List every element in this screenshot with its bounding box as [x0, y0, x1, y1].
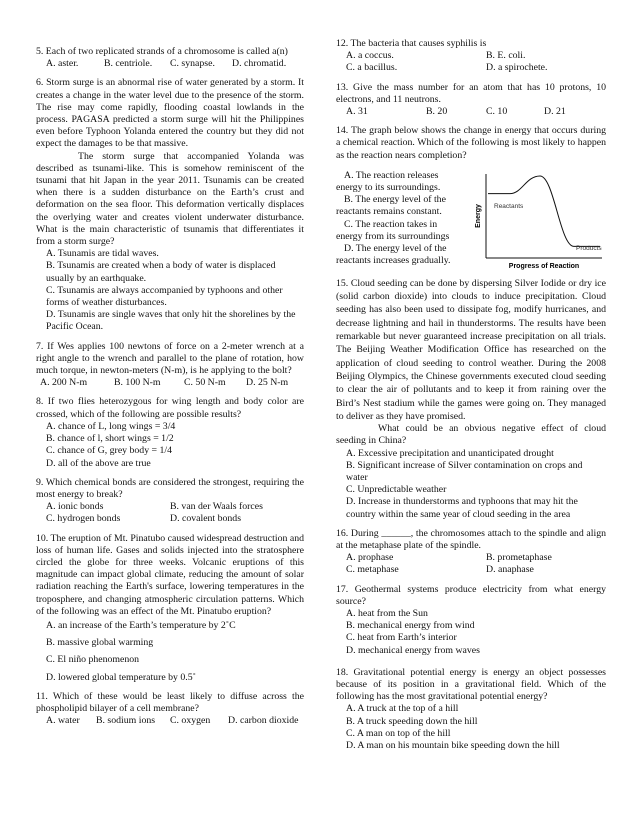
- option-d[interactable]: D. The energy level of the reactants increases gradually.: [336, 243, 451, 267]
- question-stem: 17. Geothermal systems produce electricity from what energy source?: [336, 583, 606, 607]
- question-stem: 9. Which chemical bonds are considered the strongest, requiring the most energy to break?: [36, 476, 304, 500]
- option-a[interactable]: A. an increase of the Earth’s temperature by 2˚C: [46, 619, 236, 631]
- option-a[interactable]: A. chance of L, long wings = 3/4: [46, 420, 176, 432]
- option-c[interactable]: C. heat from Earth’s interior: [346, 632, 457, 644]
- option-d[interactable]: D. 21: [544, 106, 566, 118]
- option-d[interactable]: D. carbon dioxide: [228, 715, 299, 727]
- energy-graph: [470, 170, 606, 270]
- option-c[interactable]: C. Unpredictable weather: [346, 484, 447, 496]
- option-a[interactable]: A. aster.: [46, 58, 79, 70]
- question-14-options: [336, 170, 466, 268]
- option-b[interactable]: B. The energy level of the reactants remains constant.: [336, 194, 446, 218]
- option-b[interactable]: B. van der Waals forces: [170, 501, 263, 513]
- option-a[interactable]: A. 200 N-m: [40, 377, 88, 389]
- question-6: [36, 77, 304, 333]
- question-stem: 12. The bacteria that causes syphilis is: [336, 38, 487, 49]
- option-c[interactable]: C. metaphase: [346, 564, 399, 576]
- question-15: [336, 277, 606, 521]
- option-b[interactable]: B. prometaphase: [486, 552, 552, 564]
- option-row: [336, 50, 606, 62]
- option-row: [336, 552, 606, 564]
- option-b[interactable]: B. A truck speeding down the hill: [346, 715, 478, 727]
- option-row: [36, 513, 304, 525]
- question-passage: 6. Storm surge is an abnormal rise of water generated by a storm. It creates a change in the water level due to the presence of the storm. The rise may come rapidly, flooding coastal lowlands in the process. PAGASA predicted a storm surge will hit the Philippines even before Typhoon Yolanda entered the country but they did not expect the damages to be that massive.: [36, 77, 304, 150]
- option-b[interactable]: B. E. coli.: [486, 50, 526, 62]
- option-d[interactable]: D. a spirochete.: [486, 62, 548, 74]
- question-5: [36, 46, 304, 70]
- option-b[interactable]: B. centriole.: [104, 58, 153, 70]
- question-stem: 5. Each of two replicated strands of a chromosome is called a(n): [36, 46, 288, 57]
- graph-x-label: Progress of Reaction: [508, 262, 580, 270]
- question-stem: 18. Gravitational potential energy is energy an object possesses because of its position in a gravitational field. Which of the following has the most gravitational potential energy?: [336, 666, 606, 703]
- option-row: [336, 62, 606, 74]
- option-c[interactable]: C. The reaction takes in energy from its surroundings: [336, 218, 450, 242]
- option-b[interactable]: B. sodium ions: [96, 715, 156, 727]
- question-9: [36, 477, 304, 526]
- question-14-body: [336, 170, 606, 270]
- option-row: [36, 715, 304, 727]
- question-stem: 10. The eruption of Mt. Pinatubo caused widespread destruction and loss of human life. Gases and solids injected into the stratosphere circled the globe for three weeks. Volcanic eruptions of this magnitude can impact global climate, reducing the amount of solar radiation reaching the Earth's surface, lowering temperatures in the troposphere, and changing atmospheric circulation patterns. Which of the following was an effect of the Mt. Pinatubo eruption?: [36, 532, 304, 617]
- option-d[interactable]: D. anaphase: [486, 564, 534, 576]
- option-b[interactable]: B. massive global warming: [46, 637, 154, 649]
- option-a[interactable]: A. 31: [346, 106, 368, 118]
- graph-y-label: Energy: [475, 203, 482, 228]
- option-b[interactable]: B. mechanical energy from wind: [346, 620, 475, 632]
- question-16: [336, 528, 606, 577]
- option-c[interactable]: C. a bacillus.: [346, 62, 398, 74]
- question-13: [336, 82, 606, 119]
- option-a[interactable]: A. A truck at the top of a hill: [346, 703, 459, 715]
- option-d[interactable]: D. covalent bonds: [170, 513, 242, 525]
- question-12: [336, 38, 606, 75]
- question-passage: 15. Cloud seeding can be done by dispersing Silver Iodide or dry ice (solid carbon dioxide) into clouds to induce precipitation. Cloud seeding has also been used to dissipate fog, modify hurricanes, and decrease lightning and hail in thunderstorms. The results have been remarkable but never guaranteed increase precipitation on all trials. The Beijing Weather Modification Office has researched on the application of cloud seeding to control weather. During the 2008 Beijing Olympics, the Chinese governments executed cloud seeding to clear the air of pollutants and to keep it from raining over the Bird’s Nest stadium while the games were going on. They managed to deliver as they have promised.: [336, 277, 606, 422]
- option-d[interactable]: D. A man on his mountain bike speeding down the hill: [346, 739, 560, 751]
- option-d[interactable]: D. lowered global temperature by 0.5˚: [46, 671, 196, 683]
- option-c[interactable]: C. 10: [486, 106, 508, 118]
- option-d[interactable]: D. Tsunamis are single waves that only hit the shorelines by the Pacific Ocean.: [46, 309, 296, 333]
- question-11: [36, 691, 304, 728]
- question-stem: 7. If Wes applies 100 newtons of force on a 2-meter wrench at a right angle to the wrench and parallel to the plane of rotation, how much torque, in newton-meters (N-m), is he applying to the bolt?: [36, 340, 304, 377]
- question-7: [36, 341, 304, 390]
- option-b[interactable]: B. Tsunamis are created when a body of water is displaced usually by an earthquake.: [46, 260, 276, 284]
- question-18: [336, 667, 606, 752]
- option-c[interactable]: C. 50 N-m: [184, 377, 226, 389]
- option-c[interactable]: C. El niño phenomenon: [46, 654, 140, 666]
- option-d[interactable]: D. Increase in thunderstorms and typhoons that may hit the country within the same year of cloud seeding in the area: [346, 496, 578, 520]
- option-d[interactable]: D. mechanical energy from waves: [346, 644, 480, 656]
- option-d[interactable]: D. chromatid.: [232, 58, 287, 70]
- option-a[interactable]: A. ionic bonds: [46, 501, 104, 513]
- question-8: [36, 396, 304, 469]
- left-column: [36, 46, 304, 734]
- option-b[interactable]: B. 100 N-m: [114, 377, 161, 389]
- products-label: Products: [576, 244, 602, 252]
- option-b[interactable]: B. Significant increase of Silver contamination on crops and water: [346, 459, 583, 483]
- option-b[interactable]: B. chance of l, short wings = 1/2: [46, 433, 174, 445]
- question-stem: 14. The graph below shows the change in energy that occurs during a chemical reaction. Which of the following is most likely to happen as the reaction nears completion?: [336, 125, 606, 161]
- question-stem: 13. Give the mass number for an atom that has 10 protons, 10 electrons, and 11 neutrons.: [336, 81, 606, 105]
- option-c[interactable]: C. A man on top of the hill: [346, 727, 451, 739]
- option-a[interactable]: A. a coccus.: [346, 50, 394, 62]
- option-a[interactable]: A. water: [46, 715, 80, 727]
- option-c[interactable]: C. chance of G, grey body = 1/4: [46, 445, 173, 457]
- option-b[interactable]: B. 20: [426, 106, 448, 118]
- option-row: [336, 564, 606, 576]
- reactants-label: Reactants: [494, 202, 524, 210]
- option-c[interactable]: C. Tsunamis are always accompanied by typhoons and other forms of weather disturbances.: [46, 284, 283, 309]
- option-row: [336, 106, 606, 118]
- question-17: [336, 584, 606, 657]
- option-a[interactable]: A. heat from the Sun: [346, 607, 428, 619]
- option-row: [36, 58, 304, 70]
- energy-curve: [488, 176, 600, 246]
- question-passage: The storm surge that accompanied Yolanda was described as tsunami-like. This is somehow reminiscent of the tsunami that hit Japan in the year 2011. Tsunamis can be created when there is a sudden disturbance on the Earth’s crust and deformation on the sea floor. This deformation vertically displaces the overlying water and creates violent underwater disturbance. What is the main characteristic of tsunamis that differentiates it from a storm surge?: [36, 150, 304, 248]
- option-a[interactable]: A. Excessive precipitation and unanticipated drought: [346, 447, 554, 459]
- option-a[interactable]: A. Tsunamis are tidal waves.: [46, 248, 159, 260]
- question-passage: What could be an obvious negative effect of cloud seeding in China?: [336, 423, 606, 447]
- question-10: [36, 533, 304, 684]
- option-c[interactable]: C. synapse.: [170, 58, 215, 70]
- option-d[interactable]: D. 25 N-m: [246, 377, 289, 389]
- option-c[interactable]: C. hydrogen bonds: [46, 513, 121, 525]
- question-stem: 16. During ______, the chromosomes attach to the spindle and align at the metaphase plate of the spindle.: [336, 527, 606, 551]
- question-14: [336, 125, 606, 270]
- option-row: [36, 501, 304, 513]
- option-d[interactable]: D. all of the above are true: [46, 457, 151, 469]
- option-c[interactable]: C. oxygen: [170, 715, 211, 727]
- question-stem: 8. If two flies heterozygous for wing length and body color are crossed, which of the following are possible results?: [36, 396, 304, 420]
- option-a[interactable]: A. The reaction releases energy to its surroundings.: [336, 169, 441, 194]
- option-row: [36, 377, 304, 389]
- right-column: [336, 38, 606, 759]
- question-stem: 11. Which of these would be least likely to diffuse across the phospholipid bilayer of a cell membrane?: [36, 690, 304, 714]
- option-a[interactable]: A. prophase: [346, 552, 394, 564]
